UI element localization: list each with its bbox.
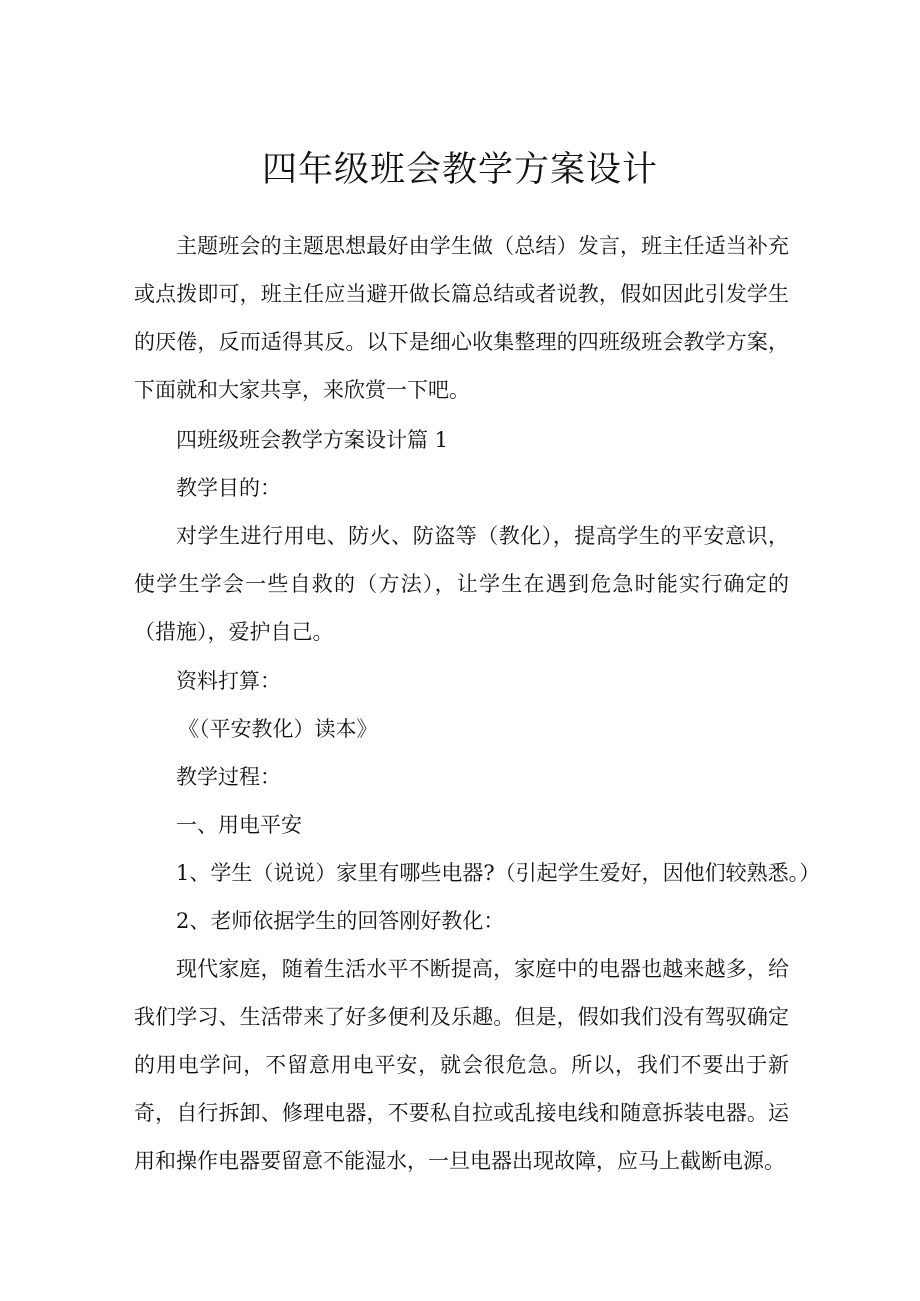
- part1-heading: 一、用电平安: [176, 813, 302, 837]
- objective-paragraph: 对学生进行用电、防火、防盗等（教化），提高学生的平安意识，使学生学会一些自救的（方法），让学生在遇到危急时能实行确定的（措施），爱护自己。: [134, 524, 789, 644]
- process-label: 教学过程：: [176, 765, 281, 789]
- step2-text: 2、老师依据学生的回答刚好教化：: [176, 909, 505, 933]
- intro-paragraph: 主题班会的主题思想最好由学生做（总结）发言，班主任适当补充或点拨即可，班主任应当避开做长篇总结或者说教，假如因此引发学生的厌倦，反而适得其反。以下是细心收集整理的四班级班会教学方案，下面就和大家共享，来欣赏一下吧。: [134, 234, 789, 402]
- objective-label: 教学目的：: [176, 476, 281, 500]
- section-title: 四班级班会教学方案设计篇 1: [176, 428, 449, 452]
- document-title: 四年级班会教学方案设计: [261, 150, 658, 190]
- materials-item: 《（平安教化）读本》: [178, 717, 378, 741]
- step1-text: 1、学生（说说）家里有哪些电器?（引起学生爱好，因他们较熟悉。）: [176, 861, 821, 885]
- materials-label: 资料打算：: [176, 669, 281, 693]
- body-paragraph: 现代家庭，随着生活水平不断提高，家庭中的电器也越来越多，给我们学习、生活带来了好多便利及乐趣。但是，假如我们没有驾驭确定的用电学问，不留意用电平安，就会很危急。所以，我们不要出于新奇，自行拆卸、修理电器，不要私自拉或乱接电线和随意拆装电器。运用和操作电器要留意不能湿水，一旦电器出现故障，应马上截断电源。: [134, 957, 789, 1173]
